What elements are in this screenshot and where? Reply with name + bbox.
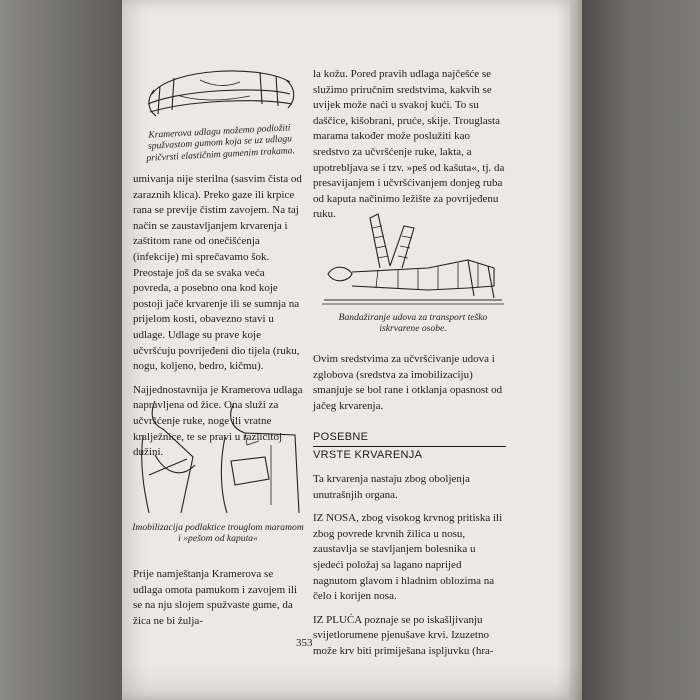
right-column-middle [313, 352, 506, 422]
background-right [578, 0, 700, 700]
left-column-bottom [133, 567, 305, 637]
page-shadow [122, 664, 582, 700]
right-paragraph-4: IZ NOSA, zbog visokog krvnog pritiska ili zbog povrede krvnih žilica u nosu, zaustavlja se stavljanjem bolesnika u sjedeći položaj sa lagano naprijed nagnutom glavom i hladnim oblozima na čelo i korijen nosa. [313, 512, 503, 603]
heading-rule [313, 446, 506, 447]
section-heading-line-1: POSEBNE [313, 431, 369, 443]
section-heading-line-2: VRSTE KRVARENJA [313, 449, 423, 461]
legs-illustration [318, 208, 508, 308]
legs-caption: Bandažiranje udova za transport teško iskrvarene osobe. [338, 312, 488, 335]
right-paragraph-5: IZ PLUĆA poznaje se po iskašljivanju svijetlorumene pjenušave krvi. Izuzetno može krv biti primiješana ispljuvku (hra- [313, 613, 494, 657]
page-number: 353 [296, 637, 313, 649]
left-paragraph-2: Najjednostavnija je Kramerova udlaga napravljena od žice. Ona služi za učvršćenje ruke, noge ili vratne kralježnice, te se pravi u različitoj dužini. [133, 383, 303, 459]
right-column-bottom [313, 472, 506, 668]
splint-caption: Kramerova udlagu možemo podložiti spužvastom gumom koja se uz udlagu pričvrsti elastičnim gumenim trakama. [146, 122, 296, 164]
left-paragraph-3: Prije namještanja Kramerova se udlaga omota pamukom i zavojem ili se na nju slojem spužvaste gume, da žica ne bi žulja- [133, 568, 298, 627]
sling-caption: Imobilizacija podlaktice trouglom maramom i »pešom od kaputa« [132, 522, 304, 545]
right-column [313, 67, 506, 231]
left-paragraph-1: umivanja nije sterilna (sasvim čista od zaraznih klica). Preko gaze ili krpice rana se previje čistim zavojem. Na taj način se zaustavljanjem krvarenja i zaštitom rane od onečišćenja (infekcije) mi sprečavamo šok. Preostaje još da se svaka veća povreda, a posebno ona kod koje postoji jače krvarenje ili se sumnja na prijelom kosti, obavezno stavi u udlage. Udlage su prave koje učvršćuju povrijeđeni dio tijela (ruku, nogu, koljeno, bedro, kičmu). [133, 173, 302, 373]
right-paragraph-3: Ta krvarenja nastaju zbog oboljenja unutrašnjih organa. [313, 473, 470, 501]
splint-illustration [140, 60, 300, 122]
right-paragraph-2: Ovim sredstvima za učvršćivanje udova i zglobova (sredstva za imobilizaciju) smanjuje se bol rane i otklanja opasnost od jačeg krvarenja. [313, 353, 503, 412]
right-paragraph-1: la kožu. Pored pravih udlaga najčešće se služimo priručnim sredstvima, kakvih se uvijek može naći u svakoj kući. To su daščice, kišobrani, pruće, skije. Trouglasta marama također može poslužiti kao sredstvo za učvršćenje ruke, lakta, a upotrebljava se i tzv. »peš od kašuta«, tj. da presavijanjem i učvršćivanjem donjeg ruba od kaputa načinimo ležište za povrijeđenu ruku. [313, 68, 505, 221]
background-left [0, 0, 125, 700]
sling-illustration [135, 395, 305, 515]
